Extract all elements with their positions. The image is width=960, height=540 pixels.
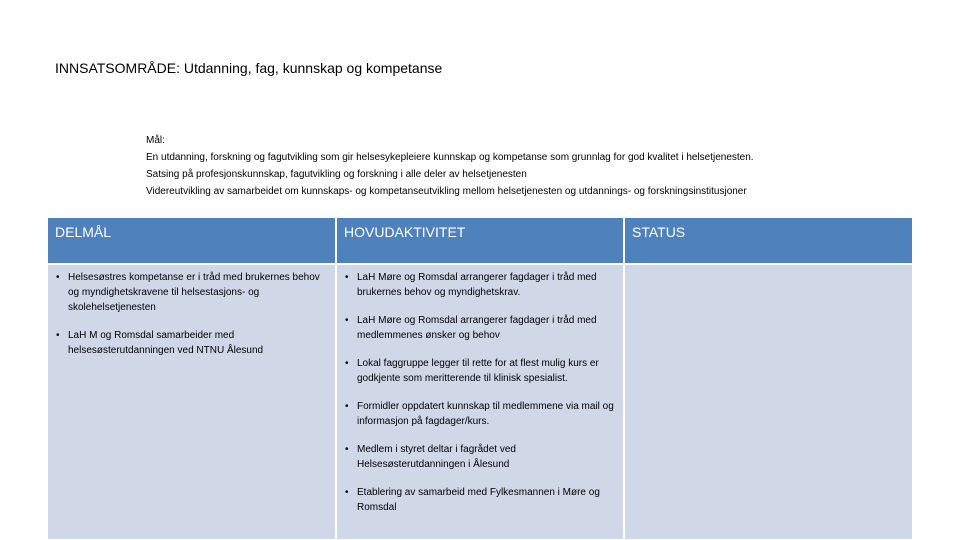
goal-section (146, 132, 754, 200)
delmal-list (54, 270, 329, 358)
column-header-delmal: DELMÅL (48, 218, 336, 264)
goal-line: En utdanning, forskning og fagutvikling som gir helsesykepleiere kunnskap og kompetanse som grunnlag for god kvalitet i helsetjenesten. (146, 152, 754, 163)
plan-table (48, 218, 912, 539)
list-item: • Formidler oppdatert kunnskap til medlemmene via mail og informasjon på fagdager/kurs. (343, 399, 617, 429)
column-header-hovudaktivitet: HOVUDAKTIVITET (336, 218, 624, 264)
hovudaktivitet-list (343, 270, 617, 515)
list-item: • LaH Møre og Romsdal arrangerer fagdager i tråd med brukernes behov og myndighetskrav. (343, 270, 617, 300)
list-item: • LaH Møre og Romsdal arrangerer fagdager i tråd med medlemmenes ønsker og behov (343, 313, 617, 343)
page-title: INNSATSOMRÅDE: Utdanning, fag, kunnskap og kompetanse (55, 60, 443, 76)
table-header-row (48, 218, 912, 264)
goal-label: Mål: (146, 135, 165, 146)
delmal-cell (48, 264, 336, 539)
goal-line: Satsing på profesjonskunnskap, fagutvikling og forskning i alle deler av helsetjenesten (146, 169, 527, 180)
list-item: • Helsesøstres kompetanse er i tråd med brukernes behov og myndighetskravene til helsestasjons- og skolehelsetjenesten (54, 270, 329, 315)
status-cell (624, 264, 912, 539)
list-item: • LaH M og Romsdal samarbeider med helsesøsterutdanningen ved NTNU Ålesund (54, 328, 329, 358)
goal-line: Videreutvikling av samarbeidet om kunnskaps- og kompetanseutvikling mellom helsetjenesten og utdannings- og forskningsinstitusjoner (146, 186, 747, 197)
list-item: • Etablering av samarbeid med Fylkesmannen i Møre og Romsdal (343, 485, 617, 515)
list-item: • Medlem i styret deltar i fagrådet ved Helsesøsterutdanningen i Ålesund (343, 442, 617, 472)
list-item: • Lokal faggruppe legger til rette for at flest mulig kurs er godkjente som meritterende til klinisk spesialist. (343, 356, 617, 386)
hovudaktivitet-cell (336, 264, 624, 539)
table-row (48, 264, 912, 539)
column-header-status: STATUS (624, 218, 912, 264)
